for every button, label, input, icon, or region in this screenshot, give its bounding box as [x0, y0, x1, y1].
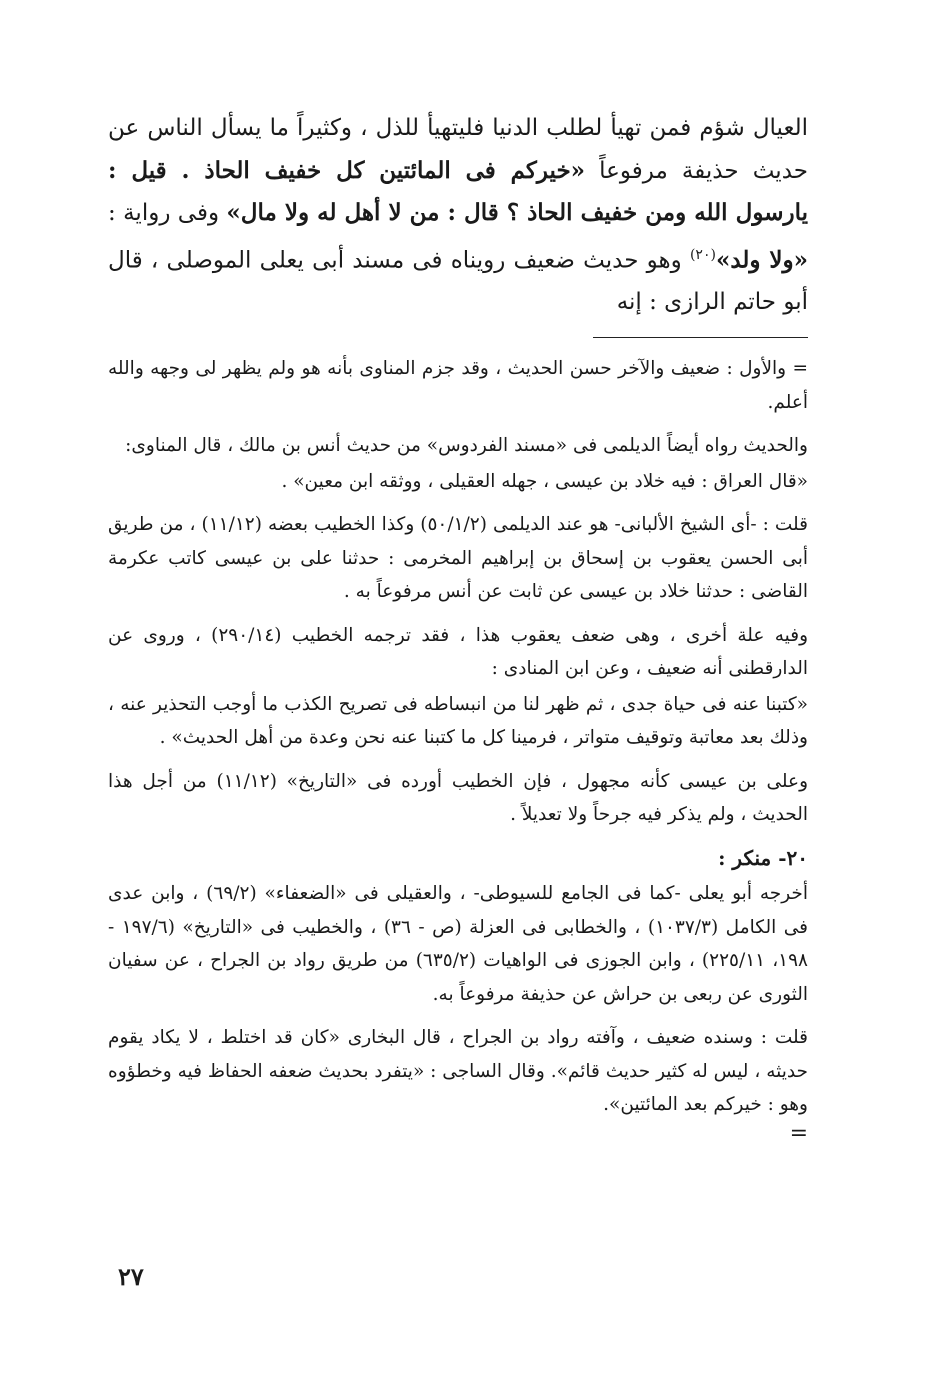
main-text	[108, 108, 808, 323]
footnote-paragraph-3: «قال العراق : فيه خلاد بن عيسى ، جهله العقيلى ، ووثقه ابن معين» .	[281, 470, 808, 492]
main-seg-3: وفى رواية :	[108, 200, 227, 226]
main-seg-1: العيال شؤم فمن تهيأ لطلب الدنيا فليتهيأ للذل ، وكثيراً ما يسأل الناس عن حديث حذيفة مرفوعاً	[108, 115, 808, 184]
page-number: ٢٧	[118, 1262, 144, 1291]
footnote-paragraph-1: = والأول : ضعيف والآخر حسن الحديث ، وقد جزم المناوى بأنه هو ولم يظهر لى وجهه والله أعلم.	[108, 358, 808, 413]
hadith-20-heading: ٢٠- منكر :	[718, 845, 808, 870]
main-seg-5: وهو حديث ضعيف رويناه فى مسند أبى يعلى الموصلى ، قال أبو حاتم الرازى : إنه	[108, 247, 808, 315]
footnote-paragraph-9: قلت : وسنده ضعيف ، وآفته رواد بن الجراح ، قال البخارى «كان قد اختلط ، لا يكاد يقوم حديثه ، ليس له كثير حديث قائم». وقال الساجى : «يتفرد بحديث ضعفه الحفاظ فيه وخطؤوه وهو : خيركم بعد المائتين».	[108, 1027, 808, 1116]
footnote-paragraph-4: قلت : -أى الشيخ الألبانى- هو عند الديلمى (٥٠/١/٢) وكذا الخطيب بعضه (١١/١٢) ، من طريق أبى الحسن يعقوب بن إسحاق بن إبراهيم المخرمى : حدثنا على بن عيسى كاتب عكرمة القاضى : حدثنا خلاد بن عيسى عن ثابت عن أنس مرفوعاً به .	[108, 514, 808, 603]
footnote-paragraph-8: أخرجه أبو يعلى -كما فى الجامع للسيوطى- ، والعقيلى فى «الضعفاء» (٦٩/٢) ، وابن عدى فى الكامل (١٠٣٧/٣) ، والخطابى فى العزلة (ص - ٣٦) ، والخطيب فى «التاريخ» (١٩٧/٦ - ١٩٨، ٢٢٥/١١) ، وابن الجوزى فى الواهيات (٦٣٥/٢) من طريق رواد بن الجراح ، عن سفيان الثورى عن ربعى بن حراش عن حذيفة مرفوعاً به.	[108, 883, 808, 1005]
page-body	[108, 108, 808, 1338]
hadith-quote: «خيركم فى المائتين كل خفيف الحاذ . قيل : يارسول الله ومن خفيف الحاذ ؟ قال : من لا أهل له ولا مال»	[108, 156, 808, 226]
footnote-paragraph-5: وفيه علة أخرى ، وهى ضعف يعقوب هذا ، فقد ترجمه الخطيب (٢٩٠/١٤) ، وروى عن الدارقطنى أنه ضعيف ، وعن ابن المنادى :	[108, 624, 808, 680]
footnote-paragraph-6: «كتبنا عنه فى حياة جدى ، ثم ظهر لنا من انبساطه فى تصريح الكذب ما أوجب التحذير عنه ، وذلك بعد معاتبة وتوقيف متواتر ، فرمينا كل ما كتبنا عنه نحن وعدة من أهل الحديث» .	[108, 693, 808, 749]
footnote-paragraph-7: وعلى بن عيسى كأنه مجهول ، فإن الخطيب أورده فى «التاريخ» (١١/١٢) من أجل هذا الحديث ، ولم يذكر فيه جرحاً ولا تعديلاً .	[108, 770, 809, 826]
continued-mark: =	[789, 1120, 808, 1146]
footnote-separator	[593, 337, 808, 338]
footnote-paragraph-2: والحديث رواه أيضاً الديلمى فى «مسند الفردوس» من حديث أنس بن مالك ، قال المناوى:	[125, 435, 808, 457]
footnote-reference: (٢٠)	[689, 246, 716, 263]
footnotes	[108, 352, 808, 1144]
riwaya-quote: «ولا ولد»	[715, 246, 809, 274]
main-paragraph	[108, 108, 808, 323]
